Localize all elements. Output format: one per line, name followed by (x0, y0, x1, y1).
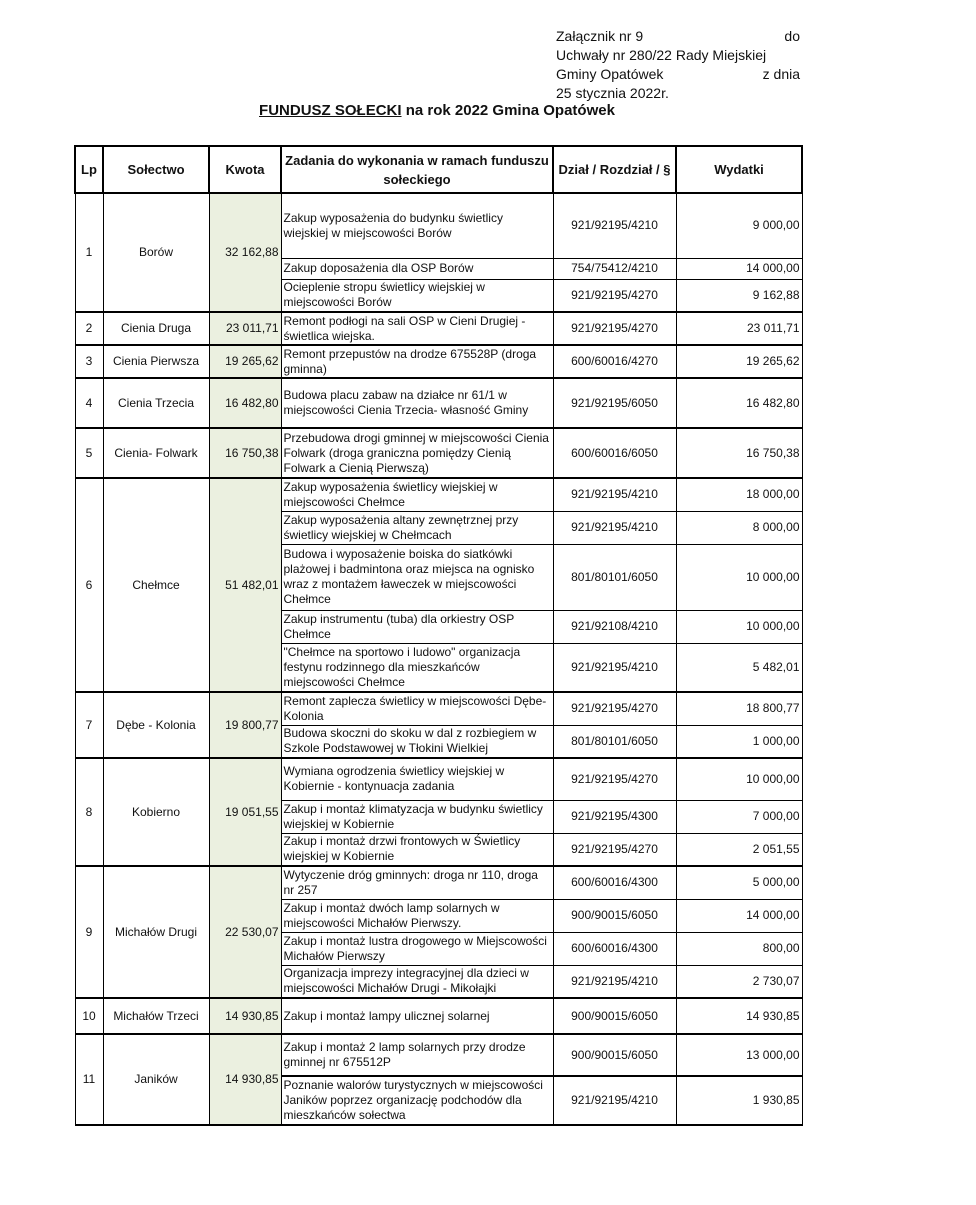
expense-amount: 18 000,00 (676, 478, 802, 511)
budget-classification: 921/92195/4270 (553, 833, 676, 866)
budget-classification: 921/92195/4210 (553, 478, 676, 511)
row-number: 11 (75, 1034, 103, 1125)
task-description: Remont podłogi na sali OSP w Cieni Drugiej - świetlica wiejska. (281, 312, 553, 345)
fund-amount: 19 265,62 (209, 345, 281, 378)
row-number: 5 (75, 428, 103, 478)
expense-amount: 5 482,01 (676, 643, 802, 692)
row-number: 2 (75, 312, 103, 345)
fund-amount: 51 482,01 (209, 478, 281, 692)
fund-amount: 19 800,77 (209, 692, 281, 758)
expense-amount: 2 730,07 (676, 965, 802, 998)
task-description: Wymiana ogrodzenia świetlicy wiejskiej w Kobiernie - kontynuacja zadania (281, 758, 553, 800)
budget-classification: 921/92195/6050 (553, 378, 676, 428)
task-description: Organizacja imprezy integracyjnej dla dzieci w miejscowości Michałów Drugi - Mikołajki (281, 965, 553, 998)
expense-amount: 7 000,00 (676, 800, 802, 833)
expense-amount: 2 051,55 (676, 833, 802, 866)
village-name: Chełmce (103, 478, 209, 692)
budget-classification: 921/92195/4270 (553, 692, 676, 725)
task-description: Budowa i wyposażenie boiska do siatkówki plażowej i badmintona oraz miejsca na ognisko wraz z montażem ławeczek w miejscowości Chełmce (281, 544, 553, 610)
expense-amount: 16 750,38 (676, 428, 802, 478)
date-prefix: z dnia (762, 66, 800, 82)
document-title-underlined: FUNDUSZ SOŁECKI (259, 102, 402, 119)
attachment-word-do: do (784, 28, 800, 44)
budget-classification: 921/92195/4210 (553, 643, 676, 692)
task-description: Poznanie walorów turystycznych w miejscowości Janików poprzez organizację podchodów dla mieszkańców sołectwa (281, 1076, 553, 1125)
expense-amount: 10 000,00 (676, 544, 802, 610)
budget-classification: 801/80101/6050 (553, 544, 676, 610)
task-description: Budowa skoczni do skoku w dal z rozbiegiem w Szkole Podstawowej w Tłokini Wielkiej (281, 725, 553, 758)
task-description: Zakup wyposażenia altany zewnętrznej przy świetlicy wiejskiej w Chełmcach (281, 511, 553, 544)
task-description: Zakup wyposażenia do budynku świetlicy wiejskiej w miejscowości Borów (281, 193, 553, 258)
village-name: Cienia Trzecia (103, 378, 209, 428)
row-number: 1 (75, 193, 103, 312)
task-description: Wytyczenie dróg gminnych: droga nr 110, droga nr 257 (281, 866, 553, 899)
column-header-zadania: Zadania do wykonania w ramach funduszu sołeckiego (281, 146, 553, 193)
expense-amount: 19 265,62 (676, 345, 802, 378)
budget-classification: 900/90015/6050 (553, 998, 676, 1034)
expense-amount: 14 000,00 (676, 899, 802, 932)
document-title-rest: na rok 2022 Gmina Opatówek (401, 102, 615, 119)
expense-amount: 5 000,00 (676, 866, 802, 899)
expense-amount: 800,00 (676, 932, 802, 965)
budget-classification: 900/90015/6050 (553, 1034, 676, 1076)
resolution-number: Uchwały nr 280/22 Rady Miejskiej (556, 47, 767, 63)
table-row (75, 312, 802, 345)
task-description: Zakup wyposażenia świetlicy wiejskiej w miejscowości Chełmce (281, 478, 553, 511)
budget-classification: 600/60016/4300 (553, 866, 676, 899)
fund-amount: 23 011,71 (209, 312, 281, 345)
attachment-note-line (556, 65, 800, 84)
budget-classification: 921/92195/4210 (553, 511, 676, 544)
budget-classification: 801/80101/6050 (553, 725, 676, 758)
fund-table (74, 145, 803, 1126)
fund-amount: 16 482,80 (209, 378, 281, 428)
table-row (75, 193, 802, 258)
column-header-wydatki: Wydatki (676, 146, 802, 193)
row-number: 3 (75, 345, 103, 378)
expense-amount: 18 800,77 (676, 692, 802, 725)
task-description: Remont przepustów na drodze 675528P (droga gminna) (281, 345, 553, 378)
task-description: Zakup i montaż drzwi frontowych w Świetlicy wiejskiej w Kobiernie (281, 833, 553, 866)
table-row (75, 758, 802, 800)
expense-amount: 13 000,00 (676, 1034, 802, 1076)
column-header-solectwo: Sołectwo (103, 146, 209, 193)
fund-amount: 16 750,38 (209, 428, 281, 478)
column-header-lp: Lp (75, 146, 103, 193)
task-description: Zakup i montaż lampy ulicznej solarnej (281, 998, 553, 1034)
table-row (75, 866, 802, 899)
table-row (75, 998, 802, 1034)
task-description: Zakup doposażenia dla OSP Borów (281, 258, 553, 279)
table-row (75, 692, 802, 725)
table-row (75, 478, 802, 511)
village-name: Dębe - Kolonia (103, 692, 209, 758)
row-number: 4 (75, 378, 103, 428)
task-description: Ocieplenie stropu świetlicy wiejskiej w miejscowości Borów (281, 279, 553, 312)
task-description: Zakup i montaż lustra drogowego w Miejscowości Michałów Pierwszy (281, 932, 553, 965)
expense-amount: 9 162,88 (676, 279, 802, 312)
village-name: Kobierno (103, 758, 209, 866)
fund-amount: 22 530,07 (209, 866, 281, 998)
expense-amount: 9 000,00 (676, 193, 802, 258)
village-name: Michałów Trzeci (103, 998, 209, 1034)
task-description: Zakup i montaż 2 lamp solarnych przy drodze gminnej nr 675512P (281, 1034, 553, 1076)
expense-amount: 16 482,80 (676, 378, 802, 428)
row-number: 8 (75, 758, 103, 866)
budget-classification: 921/92195/4300 (553, 800, 676, 833)
village-name: Michałów Drugi (103, 866, 209, 998)
budget-classification: 921/92195/4270 (553, 279, 676, 312)
municipality-name: Gminy Opatówek (556, 66, 664, 82)
budget-classification: 921/92108/4210 (553, 610, 676, 643)
expense-amount: 23 011,71 (676, 312, 802, 345)
row-number: 10 (75, 998, 103, 1034)
table-header-row (75, 146, 802, 193)
document-title (0, 102, 874, 119)
attachment-number: Załącznik nr 9 (556, 28, 644, 44)
column-header-dzial: Dział / Rozdział / § (553, 146, 676, 193)
village-name: Cienia Pierwsza (103, 345, 209, 378)
expense-amount: 1 000,00 (676, 725, 802, 758)
fund-table-body (75, 193, 802, 1125)
expense-amount: 14 930,85 (676, 998, 802, 1034)
fund-amount: 14 930,85 (209, 1034, 281, 1125)
row-number: 9 (75, 866, 103, 998)
attachment-note-line (556, 84, 800, 103)
village-name: Borów (103, 193, 209, 312)
table-row (75, 428, 802, 478)
attachment-note (556, 27, 800, 103)
budget-classification: 921/92195/4270 (553, 312, 676, 345)
attachment-note-line (556, 27, 800, 46)
column-header-kwota: Kwota (209, 146, 281, 193)
budget-classification: 754/75412/4210 (553, 258, 676, 279)
budget-classification: 600/60016/4300 (553, 932, 676, 965)
budget-classification: 900/90015/6050 (553, 899, 676, 932)
expense-amount: 10 000,00 (676, 610, 802, 643)
expense-amount: 8 000,00 (676, 511, 802, 544)
table-row (75, 345, 802, 378)
fund-amount: 14 930,85 (209, 998, 281, 1034)
task-description: Remont zaplecza świetlicy w miejscowości Dębe-Kolonia (281, 692, 553, 725)
village-name: Janików (103, 1034, 209, 1125)
budget-classification: 921/92195/4210 (553, 1076, 676, 1125)
task-description: Zakup instrumentu (tuba) dla orkiestry OSP Chełmce (281, 610, 553, 643)
resolution-date: 25 stycznia 2022r. (556, 85, 669, 101)
attachment-note-line (556, 46, 800, 65)
expense-amount: 1 930,85 (676, 1076, 802, 1125)
row-number: 6 (75, 478, 103, 692)
expense-amount: 10 000,00 (676, 758, 802, 800)
budget-classification: 921/92195/4270 (553, 758, 676, 800)
budget-classification: 600/60016/6050 (553, 428, 676, 478)
village-name: Cienia- Folwark (103, 428, 209, 478)
budget-classification: 921/92195/4210 (553, 965, 676, 998)
fund-amount: 19 051,55 (209, 758, 281, 866)
expense-amount: 14 000,00 (676, 258, 802, 279)
budget-classification: 921/92195/4210 (553, 193, 676, 258)
task-description: Zakup i montaż dwóch lamp solarnych w miejscowości Michałów Pierwszy. (281, 899, 553, 932)
village-name: Cienia Druga (103, 312, 209, 345)
table-row (75, 1034, 802, 1076)
fund-amount: 32 162,88 (209, 193, 281, 312)
task-description: Budowa placu zabaw na działce nr 61/1 w miejscowości Cienia Trzecia- własność Gminy (281, 378, 553, 428)
budget-classification: 600/60016/4270 (553, 345, 676, 378)
task-description: Zakup i montaż klimatyzacja w budynku świetlicy wiejskiej w Kobiernie (281, 800, 553, 833)
row-number: 7 (75, 692, 103, 758)
task-description: Przebudowa drogi gminnej w miejscowości Cienia Folwark (droga graniczna pomiędzy Cienią Folwark a Cienią Pierwszą) (281, 428, 553, 478)
task-description: "Chełmce na sportowo i ludowo" organizacja festynu rodzinnego dla mieszkańców miejscowości Chełmce (281, 643, 553, 692)
table-row (75, 378, 802, 428)
